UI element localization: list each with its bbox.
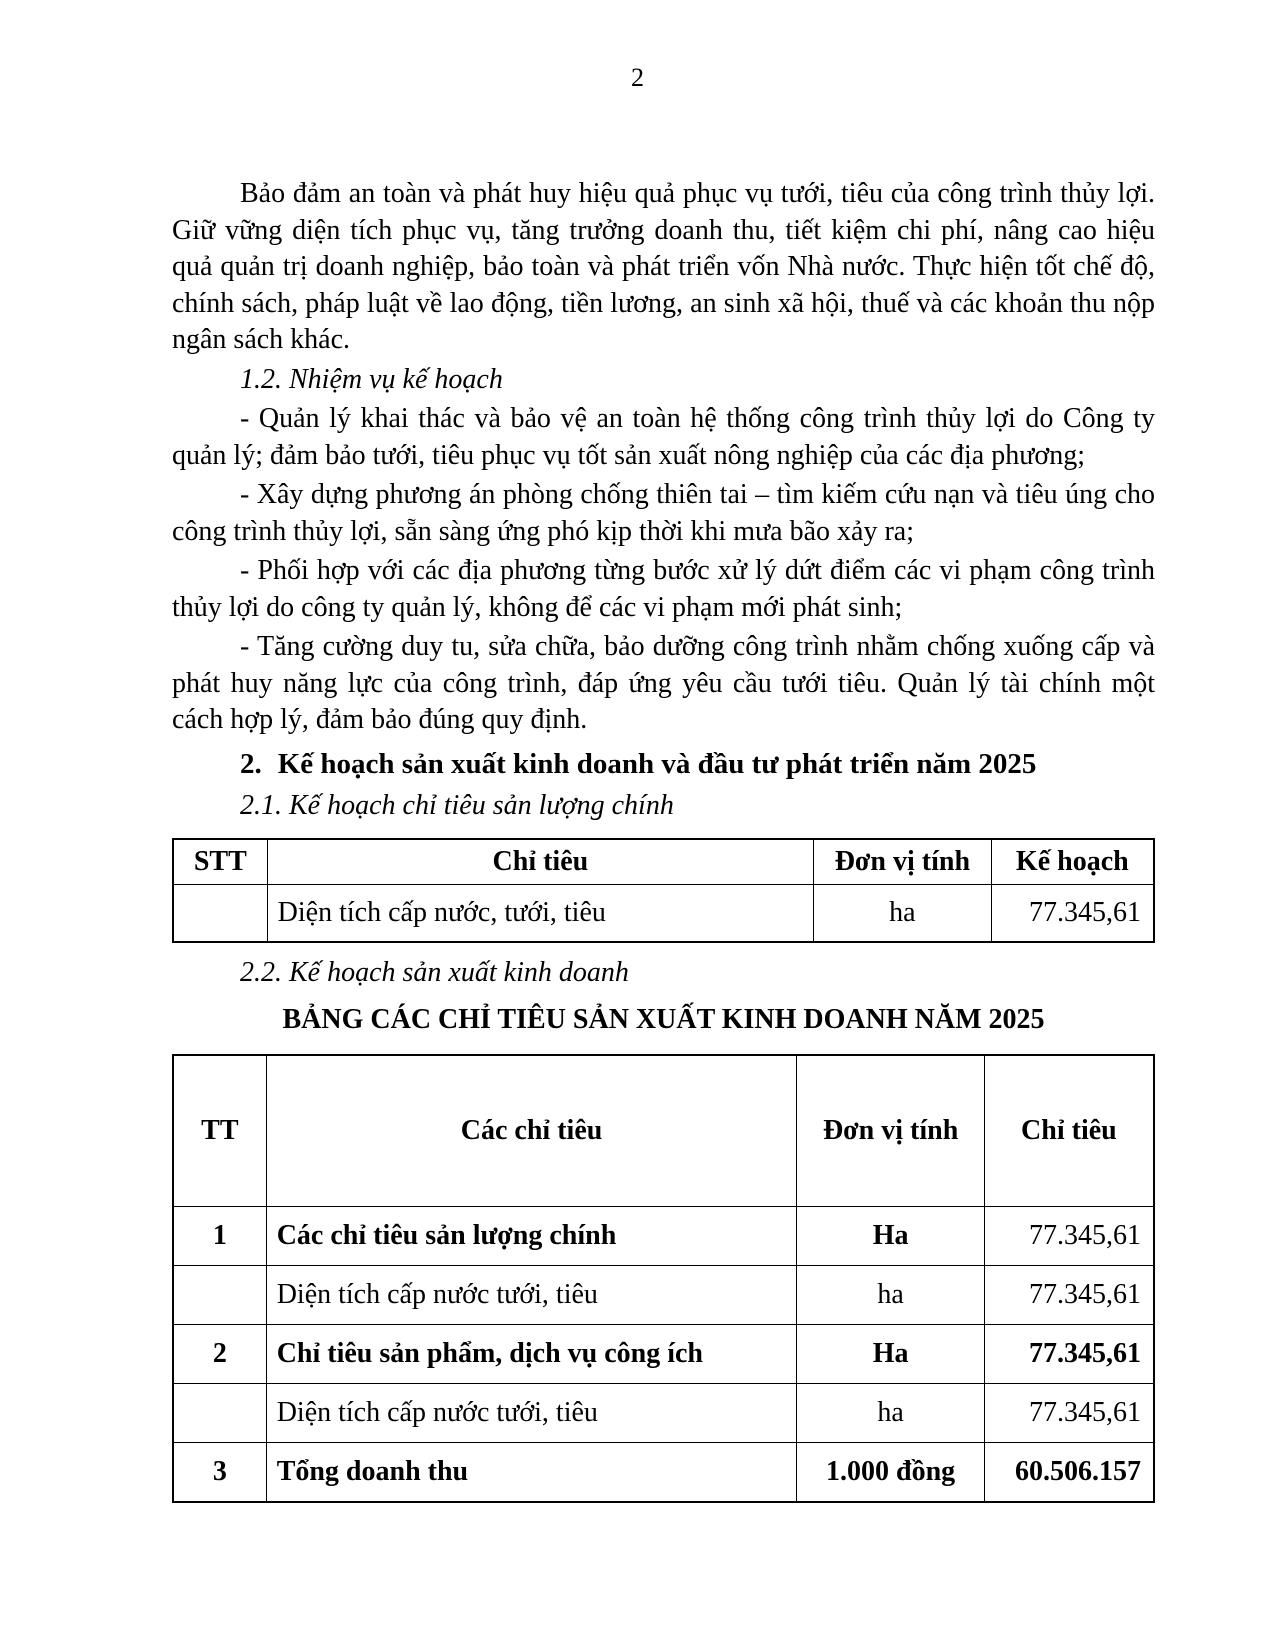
table-cell-value: 60.506.157 xyxy=(984,1443,1154,1503)
table-cell-unit: 1.000 đồng xyxy=(797,1443,984,1503)
table-cell-label: Tổng doanh thu xyxy=(266,1443,797,1503)
table-cell-label: Chỉ tiêu sản phẩm, dịch vụ công ích xyxy=(266,1325,797,1384)
table-cell-tt: 2 xyxy=(173,1325,266,1384)
table-row-detail-2 xyxy=(173,1384,1154,1443)
production-target-table xyxy=(172,838,1155,943)
col-header-tt: TT xyxy=(173,1055,266,1207)
table-cell-value: 77.345,61 xyxy=(984,1325,1154,1384)
table-cell-tt xyxy=(173,1384,266,1443)
table-cell-value: 77.345,61 xyxy=(984,1384,1154,1443)
table-header-row xyxy=(173,1055,1154,1207)
table-cell-unit: ha xyxy=(797,1384,984,1443)
table-row-group-3 xyxy=(173,1443,1154,1503)
table-cell-tt: 1 xyxy=(173,1207,266,1266)
table-cell-unit: Ha xyxy=(797,1207,984,1266)
heading-1-2-nhiem-vu-ke-hoach: 1.2. Nhiệm vụ kế hoạch xyxy=(240,363,503,395)
bullet-phoi-hop-dia-phuong: - Phối hợp với các địa phương từng bước xử lý dứt điểm các vi phạm công trình thủy lợi do công ty quản lý, không để các vi phạm mới phát sinh; xyxy=(172,555,1155,623)
page-number: 2 xyxy=(631,63,644,92)
business-plan-table-title: BẢNG CÁC CHỈ TIÊU SẢN XUẤT KINH DOANH NĂM 2025 xyxy=(282,1003,1045,1035)
table-header-row xyxy=(173,839,1154,885)
table-cell-stt xyxy=(173,885,267,943)
page-content xyxy=(172,0,1155,1503)
col-header-stt: STT xyxy=(173,839,267,885)
table-cell-tt: 3 xyxy=(173,1443,266,1503)
table-cell-label: Các chỉ tiêu sản lượng chính xyxy=(266,1207,797,1266)
table-cell-value: 77.345,61 xyxy=(984,1207,1154,1266)
paragraph-objectives: Bảo đảm an toàn và phát huy hiệu quả phục vụ tưới, tiêu của công trình thủy lợi. Giữ vững diện tích phục vụ, tăng trưởng doanh thu, tiết kiệm chi phí, nâng cao hiệu quả quản trị doanh nghiệp, bảo toàn và phát triển vốn Nhà nước. Thực hiện tốt chế độ, chính sách, pháp luật về lao động, tiền lương, an sinh xã hội, thuế và các khoản thu nộp ngân sách khác. xyxy=(172,178,1155,355)
table-cell-unit: ha xyxy=(797,1266,984,1325)
business-plan-table xyxy=(172,1054,1155,1503)
col-header-chi-tieu: Chỉ tiêu xyxy=(984,1055,1154,1207)
heading-2-1: 2.1. Kế hoạch chỉ tiêu sản lượng chính xyxy=(240,789,674,821)
table-cell-value: 77.345,61 xyxy=(984,1266,1154,1325)
table-cell-tt xyxy=(173,1266,266,1325)
table-cell-label: Diện tích cấp nước tưới, tiêu xyxy=(266,1384,797,1443)
table-cell-chi-tieu: Diện tích cấp nước, tưới, tiêu xyxy=(267,885,813,943)
table-cell-value: 77.345,61 xyxy=(991,885,1154,943)
bullet-xay-dung-phuong-an: - Xây dựng phương án phòng chống thiên tai – tìm kiếm cứu nạn và tiêu úng cho công trình thủy lợi, sẵn sàng ứng phó kịp thời khi mưa bão xảy ra; xyxy=(172,479,1155,547)
col-header-chi-tieu: Chỉ tiêu xyxy=(267,839,813,885)
table-row-group-2 xyxy=(173,1325,1154,1384)
bullet-tang-cuong-duy-tu: - Tăng cường duy tu, sửa chữa, bảo dưỡng công trình nhằm chống xuống cấp và phát huy năng lực của công trình, đáp ứng yêu cầu tưới tiêu. Quản lý tài chính một cách hợp lý, đảm bảo đúng quy định. xyxy=(172,631,1155,735)
heading-section-2-text: Kế hoạch sản xuất kinh doanh và đầu tư phát triển năm 2025 xyxy=(277,747,1037,780)
table-row-detail-1 xyxy=(173,1266,1154,1325)
col-header-don-vi-tinh: Đơn vị tính xyxy=(814,839,992,885)
heading-section-2 xyxy=(172,745,1155,783)
table-cell-unit: Ha xyxy=(797,1325,984,1384)
bullet-quan-ly-khai-thac: - Quản lý khai thác và bảo vệ an toàn hệ thống công trình thủy lợi do Công ty quản lý; đảm bảo tưới, tiêu phục vụ tốt sản xuất nông nghiệp của các địa phương; xyxy=(172,403,1155,471)
heading-2-2: 2.2. Kế hoạch sản xuất kinh doanh xyxy=(240,957,629,988)
table-cell-unit: ha xyxy=(814,885,992,943)
col-header-cac-chi-tieu: Các chỉ tiêu xyxy=(266,1055,797,1207)
table-row xyxy=(173,885,1154,943)
col-header-don-vi-tinh: Đơn vị tính xyxy=(797,1055,984,1207)
heading-section-2-number: 2. xyxy=(240,747,262,780)
table-row-group-1 xyxy=(173,1207,1154,1266)
col-header-ke-hoach: Kế hoạch xyxy=(991,839,1154,885)
table-cell-label: Diện tích cấp nước tưới, tiêu xyxy=(266,1266,797,1325)
